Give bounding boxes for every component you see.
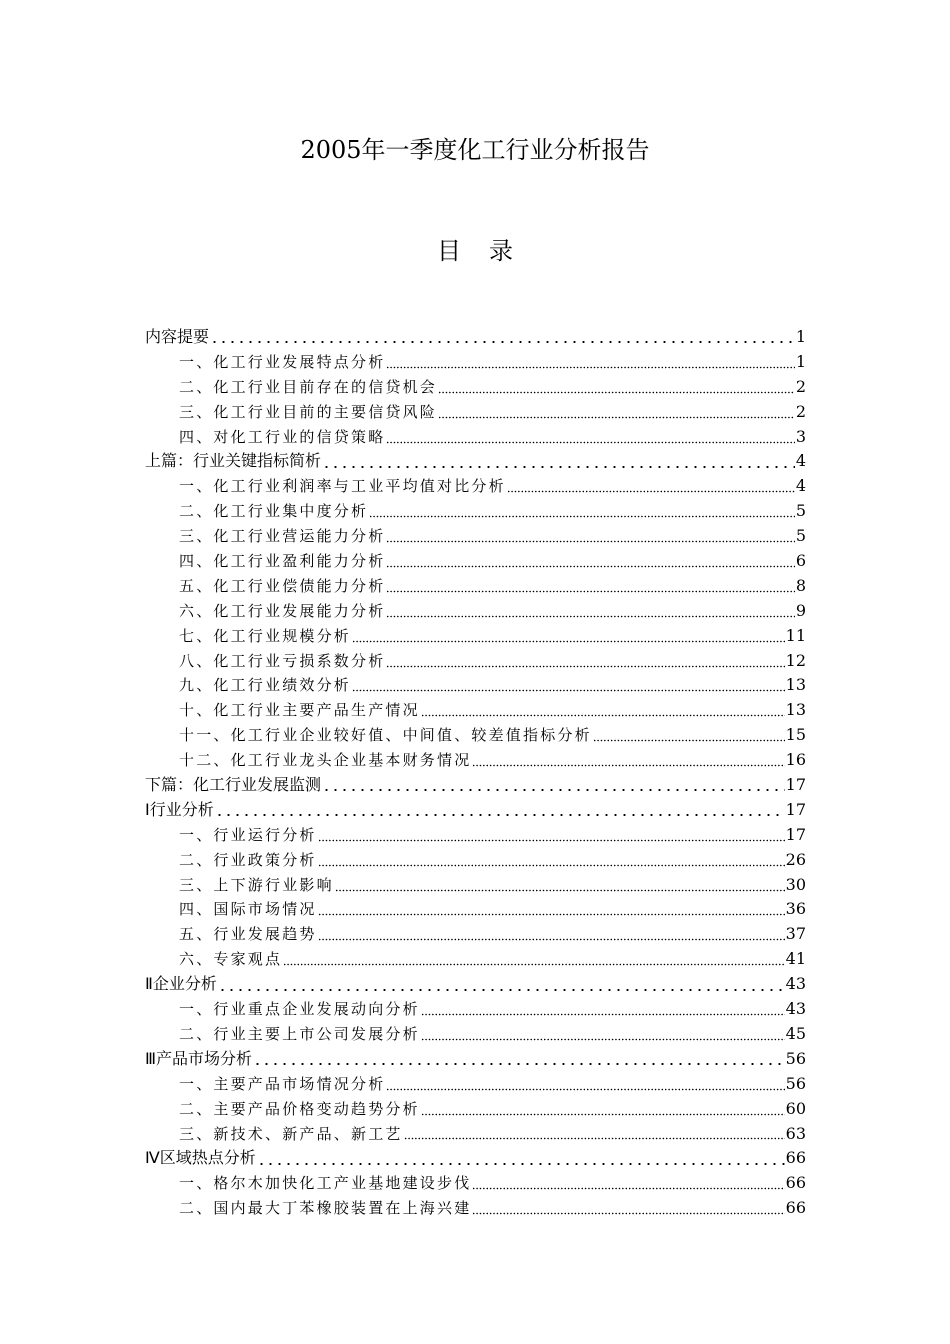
toc-page-number: 45 — [785, 1023, 806, 1043]
toc-entry-label: 十、化工行业主要产品生产情况 — [179, 701, 420, 720]
toc-entry-label: 十二、化工行业龙头企业基本财务情况 — [179, 751, 472, 770]
toc-dot-leader — [386, 540, 794, 543]
toc-page-number: 66 — [785, 1173, 806, 1193]
toc-entry-label: 一、主要产品市场情况分析 — [179, 1074, 386, 1093]
toc-subsection-entry[interactable] — [145, 425, 806, 450]
toc-dot-leader — [507, 490, 795, 493]
toc-page-number: 16 — [785, 750, 806, 770]
toc-entry-label: 三、化工行业营运能力分析 — [179, 527, 386, 546]
toc-entry-label: 九、化工行业绩效分析 — [179, 676, 352, 695]
toc-entry-label: 二、国内最大丁苯橡胶装置在上海兴建 — [179, 1199, 472, 1218]
toc-subsection-entry[interactable] — [145, 1072, 806, 1097]
toc-page-number: 13 — [785, 675, 806, 695]
toc-subsection-entry[interactable] — [145, 748, 806, 773]
toc-subsection-entry[interactable] — [145, 400, 806, 425]
toc-page-number: 30 — [785, 874, 806, 894]
toc-entry-label: 六、专家观点 — [179, 950, 283, 969]
toc-page-number: 1 — [795, 351, 806, 371]
toc-subsection-entry[interactable] — [145, 649, 806, 674]
toc-subsection-entry[interactable] — [145, 823, 806, 848]
toc-subsection-entry[interactable] — [145, 673, 806, 698]
toc-page-number: 15 — [785, 725, 806, 745]
toc-subsection-entry[interactable] — [145, 1171, 806, 1196]
toc-dot-leader — [438, 416, 795, 419]
toc-entry-label: Ⅳ区域热点分析 — [145, 1148, 256, 1168]
toc-page-number: 5 — [795, 526, 806, 546]
toc-page-number: 12 — [785, 650, 806, 670]
toc-entry-label: 一、化工行业利润率与工业平均值对比分析 — [179, 477, 506, 496]
toc-dot-leader — [335, 889, 785, 892]
toc-dot-leader — [472, 1187, 784, 1190]
toc-dot-leader — [318, 839, 785, 842]
toc-subsection-entry[interactable] — [145, 1097, 806, 1122]
toc-dot-leader — [386, 565, 794, 568]
toc-dot-leader — [386, 366, 794, 369]
toc-entry-label: 下篇：化工行业发展监测 — [145, 775, 322, 795]
toc-page-number: 9 — [795, 600, 806, 620]
toc-dot-leader — [352, 689, 785, 692]
toc-section-entry[interactable] — [145, 773, 806, 798]
toc-page-number: 56 — [785, 1048, 806, 1068]
toc-subsection-entry[interactable] — [145, 574, 806, 599]
toc-entry-label: 三、上下游行业影响 — [179, 875, 334, 894]
toc-dot-leader — [218, 988, 785, 992]
toc-entry-label: 四、化工行业盈利能力分析 — [179, 552, 386, 571]
toc-page-number: 17 — [785, 824, 806, 844]
toc-dot-leader — [472, 764, 784, 767]
toc-page-number: 4 — [795, 451, 806, 471]
toc-dot-leader — [386, 590, 794, 593]
toc-entry-label: 六、化工行业发展能力分析 — [179, 601, 386, 620]
toc-entry-label: 十一、化工行业企业较好值、中间值、较差值指标分析 — [179, 726, 592, 745]
toc-entry-label: 二、化工行业集中度分析 — [179, 502, 369, 521]
toc-dot-leader — [593, 739, 785, 742]
toc-entry-label: 四、国际市场情况 — [179, 900, 317, 919]
toc-subsection-entry[interactable] — [145, 922, 806, 947]
toc-page-number: 8 — [795, 575, 806, 595]
toc-dot-leader — [421, 1013, 785, 1016]
toc-page-number: 37 — [785, 924, 806, 944]
toc-entry-label: 五、行业发展趋势 — [179, 925, 317, 944]
toc-subsection-entry[interactable] — [145, 698, 806, 723]
toc-dot-leader — [210, 340, 795, 344]
toc-page-number: 11 — [785, 625, 806, 645]
toc-subsection-entry[interactable] — [145, 375, 806, 400]
toc-page-number: 56 — [785, 1073, 806, 1093]
toc-section-entry[interactable] — [145, 325, 806, 350]
toc-subsection-entry[interactable] — [145, 474, 806, 499]
toc-entry-label: 二、行业主要上市公司发展分析 — [179, 1024, 420, 1043]
toc-page-number: 2 — [795, 376, 806, 396]
toc-entry-label: Ⅰ行业分析 — [145, 799, 214, 819]
toc-subsection-entry[interactable] — [145, 873, 806, 898]
toc-entry-label: Ⅱ企业分析 — [145, 974, 217, 994]
toc-subsection-entry[interactable] — [145, 848, 806, 873]
toc-section-entry[interactable] — [145, 798, 806, 823]
toc-page-number: 1 — [795, 327, 806, 346]
toc-subsection-entry[interactable] — [145, 947, 806, 972]
toc-subsection-entry[interactable] — [145, 1122, 806, 1147]
toc-section-entry[interactable] — [145, 449, 806, 474]
document-title: 2005年一季度化工行业分析报告 — [300, 136, 650, 164]
toc-dot-leader — [438, 391, 795, 394]
toc-page-number: 3 — [795, 426, 806, 446]
toc-entry-label: 上篇：行业关键指标简析 — [145, 451, 322, 471]
toc-subsection-entry[interactable] — [145, 350, 806, 375]
toc-subsection-entry[interactable] — [145, 1196, 806, 1221]
toc-page-number: 6 — [795, 551, 806, 571]
toc-dot-leader — [318, 938, 785, 941]
toc-dot-leader — [318, 913, 785, 916]
toc-page-number: 66 — [785, 1148, 806, 1168]
toc-dot-leader — [386, 665, 784, 668]
toc-page-number: 13 — [785, 700, 806, 720]
toc-entry-label: 三、新技术、新产品、新工艺 — [179, 1124, 403, 1143]
toc-dot-leader — [369, 515, 795, 518]
toc-dot-leader — [283, 963, 784, 966]
toc-entry-label: 八、化工行业亏损系数分析 — [179, 651, 386, 670]
toc-heading: 目录 — [437, 237, 541, 265]
toc-dot-leader — [386, 615, 794, 618]
toc-subsection-entry[interactable] — [145, 1022, 806, 1047]
toc-entry-label: Ⅲ产品市场分析 — [145, 1048, 253, 1068]
toc-entry-label: 一、行业运行分析 — [179, 825, 317, 844]
toc-section-entry[interactable] — [145, 972, 806, 997]
toc-dot-leader — [404, 1137, 785, 1140]
toc-dot-leader — [472, 1212, 784, 1215]
toc-entry-label: 二、行业政策分析 — [179, 850, 317, 869]
toc-dot-leader — [386, 441, 794, 444]
toc-entry-label: 五、化工行业偿债能力分析 — [179, 576, 386, 595]
toc-subsection-entry[interactable] — [145, 624, 806, 649]
toc-page-number: 36 — [785, 899, 806, 919]
toc-dot-leader — [253, 1062, 785, 1066]
toc-entry-label: 三、化工行业目前的主要信贷风险 — [179, 402, 438, 421]
toc-entry-label: 内容提要 — [145, 327, 210, 346]
toc-page-number: 2 — [795, 401, 806, 421]
toc-page-number: 5 — [795, 501, 806, 521]
toc-dot-leader — [421, 1113, 785, 1116]
toc-page-number: 66 — [785, 1198, 806, 1218]
toc-section-entry[interactable] — [145, 1146, 806, 1171]
toc-page-number: 60 — [785, 1098, 806, 1118]
toc-dot-leader — [421, 714, 785, 717]
toc-entry-label: 二、主要产品价格变动趋势分析 — [179, 1099, 420, 1118]
toc-page-number: 26 — [785, 849, 806, 869]
toc-dot-leader — [257, 1162, 785, 1166]
toc-dot-leader — [322, 465, 795, 469]
toc-entry-label: 四、对化工行业的信贷策略 — [179, 427, 386, 446]
toc-page-number: 43 — [785, 999, 806, 1019]
toc-subsection-entry[interactable] — [145, 897, 806, 922]
toc-page-number: 63 — [785, 1123, 806, 1143]
toc-entry-label: 一、格尔木加快化工产业基地建设步伐 — [179, 1174, 472, 1193]
toc-page-number: 41 — [785, 949, 806, 969]
toc-page-number: 43 — [785, 974, 806, 994]
toc-section-entry[interactable] — [145, 1047, 806, 1072]
toc-entry-label: 七、化工行业规模分析 — [179, 626, 352, 645]
toc-dot-leader — [322, 788, 785, 792]
toc-subsection-entry[interactable] — [145, 524, 806, 549]
toc-dot-leader — [421, 1038, 785, 1041]
toc-dot-leader — [352, 640, 785, 643]
toc-entry-label: 二、化工行业目前存在的信贷机会 — [179, 377, 438, 396]
toc-subsection-entry[interactable] — [145, 499, 806, 524]
toc-page-number: 4 — [795, 476, 806, 496]
toc-subsection-entry[interactable] — [145, 997, 806, 1022]
toc-subsection-entry[interactable] — [145, 723, 806, 748]
toc-entry-label: 一、化工行业发展特点分析 — [179, 352, 386, 371]
table-of-contents — [145, 325, 806, 1221]
toc-dot-leader — [318, 864, 785, 867]
toc-subsection-entry[interactable] — [145, 599, 806, 624]
toc-page-number: 17 — [785, 775, 806, 795]
toc-entry-label: 一、行业重点企业发展动向分析 — [179, 1000, 420, 1019]
toc-page-number: 17 — [785, 799, 806, 819]
toc-subsection-entry[interactable] — [145, 549, 806, 574]
toc-dot-leader — [215, 813, 785, 817]
toc-dot-leader — [386, 1088, 784, 1091]
